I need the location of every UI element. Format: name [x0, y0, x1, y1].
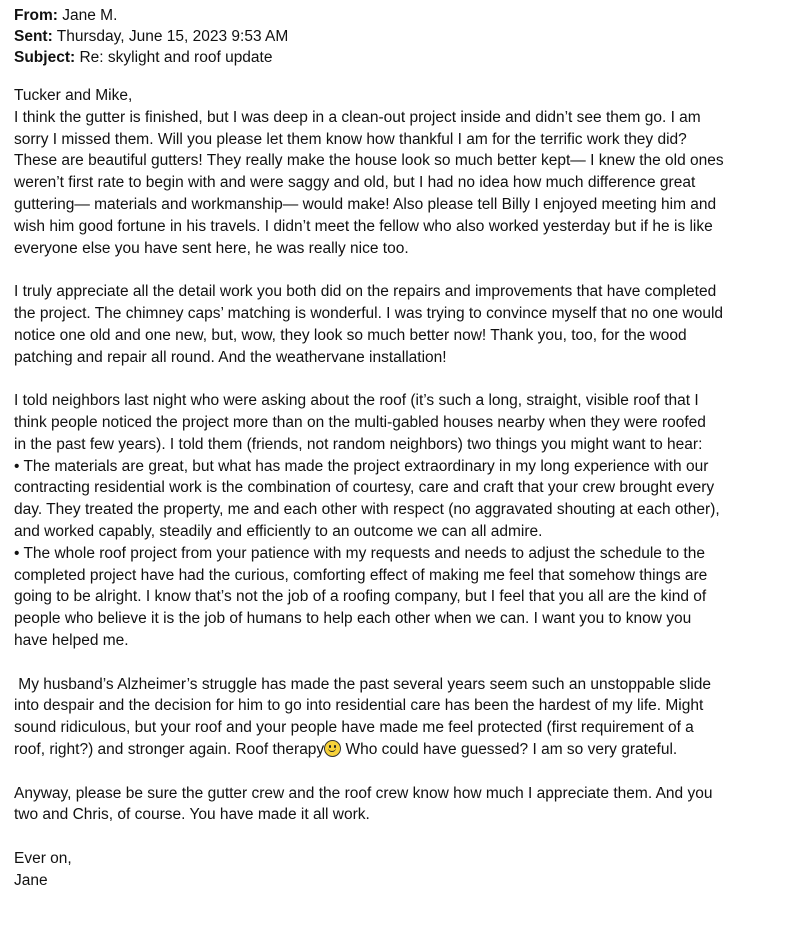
- subject-value: Re: skylight and roof update: [79, 49, 273, 66]
- paragraph-2: I truly appreciate all the detail work you both did on the repairs and improvements that have completed the project. The chimney caps’ matching is wonderful. I was trying to convince myself that no one would notice one old and one new, but, wow, they look so much better now! Thank you, too, for the wood patching and repair all round. And the weathervane installation!: [14, 283, 724, 366]
- sent-line: Sent: Thursday, June 15, 2023 9:53 AM: [14, 28, 289, 45]
- email-header: [14, 5, 786, 68]
- from-line: From: Jane M.: [14, 7, 118, 24]
- paragraph-3: I told neighbors last night who were asking about the roof (it’s such a long, straight, visible roof that I think people noticed the project more than on the multi-gabled houses nearby when they were roofed in the past few years). I told them (friends, not random neighbors) two things you might want to hear: • The materials are great, but what has made the project extraordinary in my long experience with our contracting residential work is the combination of courtesy, care and craft that your crew brought every day. They treated the property, me and each other with respect (no aggravated shouting at each other), and worked capably, steadily and efficiently to an outcome we can all admire. • The whole roof project from your patience with my requests and needs to adjust the schedule to the completed project have had the curious, comforting effect of making me feel that somehow things are going to be alright. I know that’s not the job of a roofing company, but I feel that you all are the kind of people who believe it is the job of humans to help each other when we can. I want you to know you have helped me.: [14, 392, 720, 649]
- greeting: Tucker and Mike,: [14, 87, 133, 104]
- signature: Jane: [14, 871, 48, 889]
- paragraph-5: Anyway, please be sure the gutter crew and the roof crew know how much I appreciate them. And you two and Chris, of course. You have made it all work.: [14, 784, 713, 824]
- email-body: [14, 85, 786, 891]
- subject-line: Subject: Re: skylight and roof update: [14, 49, 273, 66]
- paragraph-1: I think the gutter is finished, but I was deep in a clean-out project inside and didn’t see them go. I am sorry I missed them. Will you please let them know how thankful I am for the terrific work they did? These are beautiful gutters! They really make the house look so much better kept— I knew the old ones weren’t first rate to begin with and were saggy and old, but I had no idea how much difference great guttering— materials and workmanship— would make! Also please tell Billy I enjoyed meeting him and wish him good fortune in his travels. I didn’t meet the fellow who also worked yesterday but if he is like everyone else you have sent here, he was really nice too.: [14, 108, 724, 257]
- smiley-face-icon: [324, 740, 341, 757]
- closing: Ever on,: [14, 849, 72, 867]
- from-value: Jane M.: [62, 7, 118, 24]
- sent-value: Thursday, June 15, 2023 9:53 AM: [56, 28, 289, 45]
- paragraph-4: My husband’s Alzheimer’s struggle has made the past several years seem such an unstoppable slide into despair and the decision for him to go into residential care has been the hardest of my life. Might sound ridiculous, but your roof and your people have made me feel protected (first requirement of a roof, right?) and stronger again. Roof therapy Who could have guessed? I am so very grateful.: [14, 675, 712, 758]
